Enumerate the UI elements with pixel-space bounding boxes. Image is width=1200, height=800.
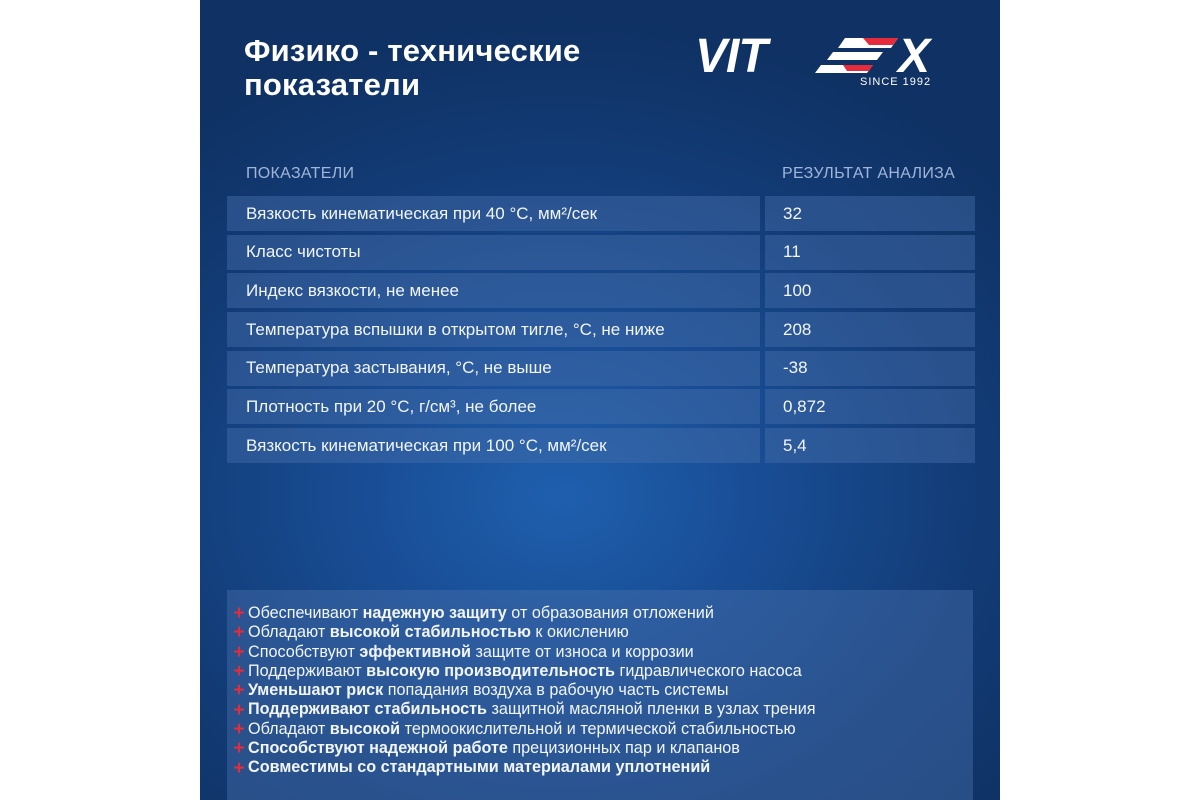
plus-icon: + [233, 622, 245, 644]
benefit-text-bold: Уменьшают риск [248, 681, 384, 700]
benefit-text: от образования отложений [506, 604, 714, 622]
spec-value: 0,872 [765, 389, 975, 424]
spec-label: Вязкость кинематическая при 100 °С, мм²/сек [227, 428, 760, 463]
table-row [227, 428, 975, 463]
svg-text:VIT: VIT [695, 30, 767, 83]
spec-value: 208 [765, 312, 975, 347]
spec-value: 11 [765, 235, 975, 270]
spec-label: Температура вспышки в открытом тигле, °С, не ниже [227, 312, 760, 347]
table-row [227, 389, 975, 424]
list-item [231, 720, 973, 739]
benefit-text: Обладают [248, 719, 330, 738]
spec-value: 100 [765, 273, 975, 308]
column-header-result: РЕЗУЛЬТАТ АНАЛИЗА [782, 165, 956, 182]
plus-icon: + [233, 718, 245, 740]
table-row [227, 273, 975, 308]
list-item [231, 758, 973, 777]
plus-icon: + [233, 699, 245, 721]
benefit-text: Обладают [248, 623, 330, 642]
benefit-text: попадания воздуха в рабочую часть системы [383, 681, 729, 700]
plus-icon: + [233, 641, 245, 663]
spec-label: Класс чистоты [227, 235, 760, 270]
table-row [227, 196, 975, 231]
benefit-text: Обеспечивают [248, 604, 363, 622]
column-header-indicator: ПОКАЗАТЕЛИ [246, 165, 355, 182]
list-item [231, 700, 973, 719]
benefit-text: термоокислительной и термической стабильностью [400, 719, 796, 738]
list-item [231, 662, 973, 681]
benefit-text: Поддерживают [248, 661, 367, 680]
benefit-text: защитной масляной пленки в узлах трения [487, 700, 816, 719]
logo-tagline: SINCE 1992 [860, 76, 932, 88]
benefit-text-bold: эффективной [359, 642, 471, 661]
page-title: Физико - технические показатели [244, 33, 581, 102]
benefit-text: прецизионных пар и клапанов [507, 739, 740, 758]
spec-value: 32 [765, 196, 975, 231]
list-item [231, 739, 973, 758]
plus-icon: + [233, 661, 245, 683]
benefit-text-bold: высокой стабильностью [329, 623, 531, 642]
plus-icon: + [233, 738, 245, 760]
specs-table [227, 196, 975, 467]
spec-label: Плотность при 20 °С, г/см³, не более [227, 389, 760, 424]
table-row [227, 351, 975, 386]
plus-icon: + [233, 603, 245, 625]
spec-label: Вязкость кинематическая при 40 °С, мм²/сек [227, 196, 760, 231]
svg-text:X: X [898, 30, 931, 83]
benefit-text: к окислению [530, 623, 629, 642]
product-info-panel [200, 0, 1000, 800]
table-row [227, 312, 975, 347]
benefit-text: гидравлического насоса [614, 661, 802, 680]
list-item [231, 604, 973, 623]
table-row [227, 235, 975, 270]
spec-value: -38 [765, 351, 975, 386]
benefit-text-bold: Способствуют надежной работе [248, 739, 508, 758]
list-item [231, 623, 973, 642]
benefit-text-bold: надежную защиту [362, 604, 507, 622]
plus-icon: + [233, 757, 245, 779]
benefit-text-bold: высокой [329, 719, 401, 738]
list-item [231, 681, 973, 700]
spec-label: Индекс вязкости, не менее [227, 273, 760, 308]
plus-icon: + [233, 680, 245, 702]
list-item [231, 643, 973, 662]
benefit-text-bold: Совместимы со стандартными материалами уплотнений [248, 758, 711, 777]
benefit-text: защите от износа и коррозии [470, 642, 694, 661]
benefit-text: Способствуют [248, 642, 360, 661]
spec-value: 5,4 [765, 428, 975, 463]
spec-label: Температура застывания, °С, не выше [227, 351, 760, 386]
benefit-text-bold: высокую производительность [366, 661, 615, 680]
benefit-text-bold: Поддерживают стабильность [248, 700, 488, 719]
vitex-logo [693, 30, 968, 90]
benefits-list [227, 590, 973, 800]
